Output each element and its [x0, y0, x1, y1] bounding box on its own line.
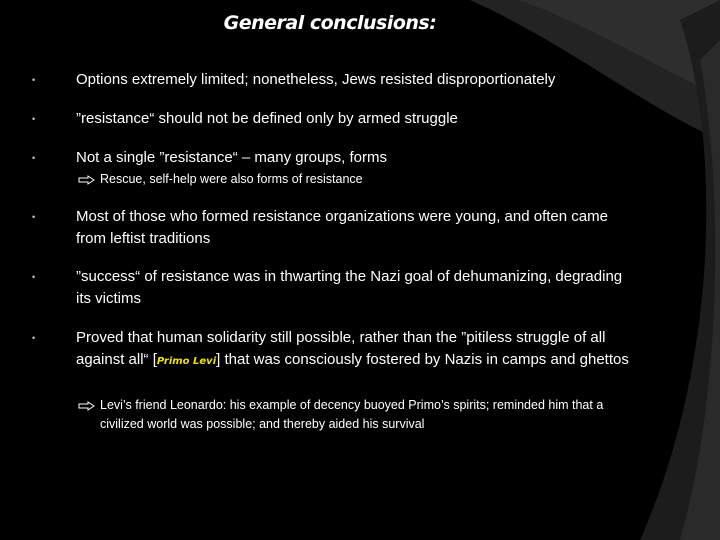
- sub-bullet-item: Rescue, self-help were also forms of resistance: [100, 172, 363, 186]
- bullet-dot-icon: •: [32, 272, 36, 282]
- bullet-dot-icon: •: [32, 333, 36, 343]
- sub-bullet-item: Levi’s friend Leonardo: his example of decency buoyed Primo’s spirits; reminded him that a civilized world was possible; and thereby aided his survival: [100, 398, 604, 431]
- bullet-dot-icon: •: [32, 75, 36, 85]
- arrow-icon: [78, 401, 96, 411]
- bullet-text-after: ] that was consciously fostered by Nazis in camps and ghettos: [216, 351, 629, 368]
- bullet-item: ”resistance“ should not be defined only by armed struggle: [76, 110, 458, 127]
- bullet-item: Options extremely limited; nonetheless, Jews resisted disproportionately: [76, 71, 556, 88]
- bullet-dot-icon: •: [32, 212, 36, 222]
- primo-levi-emphasis: Primo Levi: [156, 356, 217, 367]
- bullet-dot-icon: •: [32, 153, 36, 163]
- bullet-item: [76, 327, 636, 373]
- bullet-item: Most of those who formed resistance organizations were young, and often came from leftist traditions: [76, 208, 608, 247]
- bullet-text-before: Proved that human solidarity still possible, rather than the ”pitiless struggle of all against all“ [: [76, 329, 606, 368]
- slide-title: General conclusions:: [223, 12, 437, 34]
- bullet-dot-icon: •: [32, 114, 36, 124]
- arrow-icon: [78, 175, 96, 185]
- bullet-item: ”success“ of resistance was in thwarting the Nazi goal of dehumanizing, degrading its victims: [76, 268, 623, 307]
- bullet-item: Not a single ”resistance“ – many groups, forms: [76, 149, 387, 166]
